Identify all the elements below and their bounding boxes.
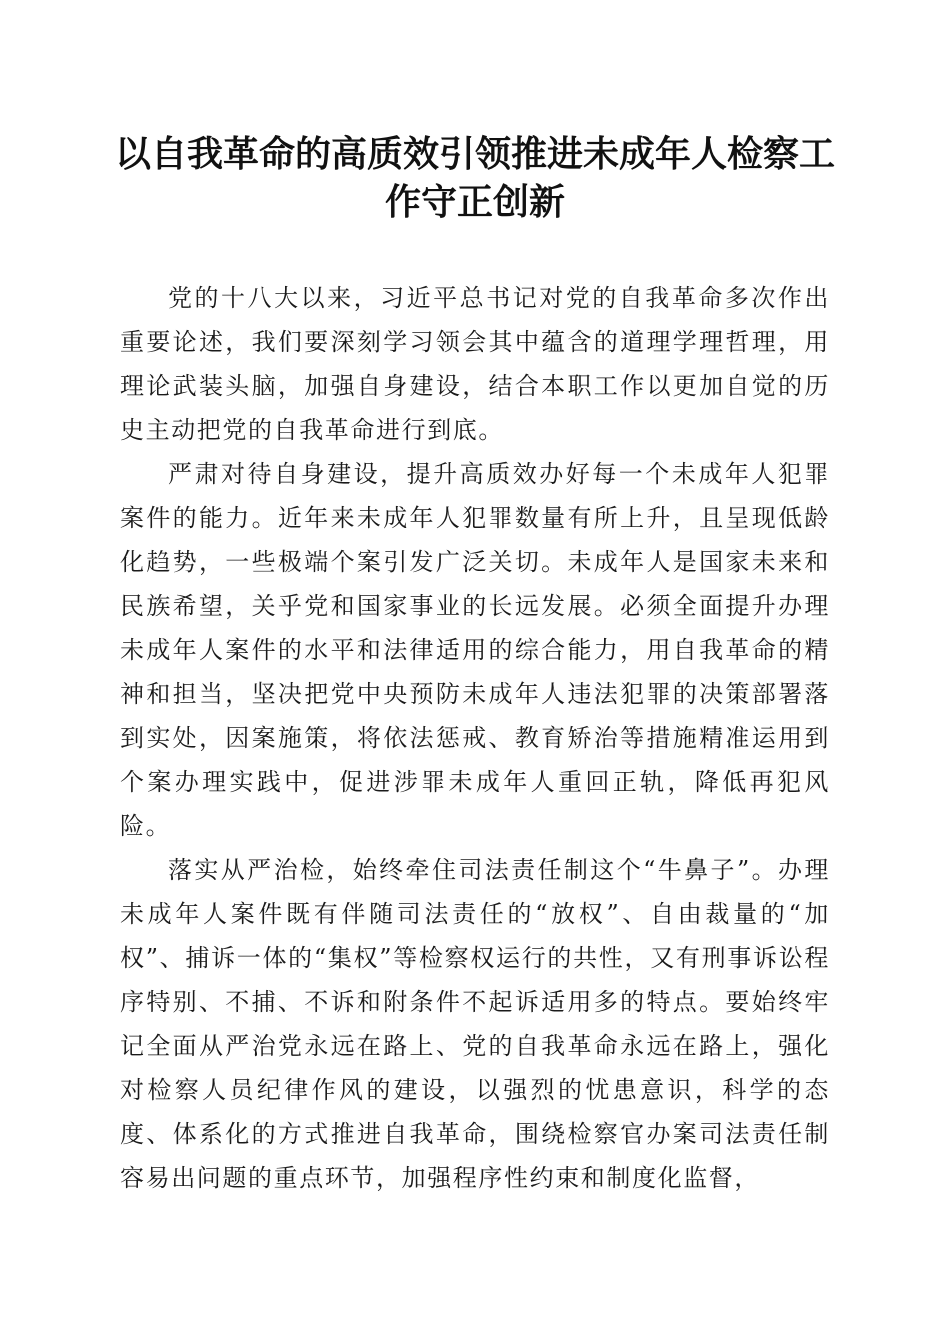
- paragraph-1: 党的十八大以来，习近平总书记对党的自我革命多次作出重要论述，我们要深刻学习领会其中蕴含的道理学理哲理，用理论武装头脑，加强自身建设，结合本职工作以更加自觉的历史主动把党的自我革命进行到底。: [120, 284, 830, 444]
- paragraph-2: 严肃对待自身建设，提升高质效办好每一个未成年人犯罪案件的能力。近年来未成年人犯罪数量有所上升，且呈现低龄化趋势，一些极端个案引发广泛关切。未成年人是国家未来和民族希望，关乎党和国家事业的长远发展。必须全面提升办理未成年人案件的水平和法律适用的综合能力，用自我革命的精神和担当，坚决把党中央预防未成年人违法犯罪的决策部署落到实处，因案施策，将依法惩戒、教育矫治等措施精准运用到个案办理实践中，促进涉罪未成年人重回正轨，降低再犯风险。: [120, 460, 830, 840]
- paragraph-3: 落实从严治检，始终牵住司法责任制这个“牛鼻子”。办理未成年人案件既有伴随司法责任的“放权”、自由裁量的“加权”、捕诉一体的“集权”等检察权运行的共性，又有刑事诉讼程序特别、不捕、不诉和附条件不起诉适用多的特点。要始终牢记全面从严治党永远在路上、党的自我革命永远在路上，强化对检察人员纪律作风的建设，以强烈的忧患意识，科学的态度、体系化的方式推进自我革命，围绕检察官办案司法责任制容易出问题的重点环节，加强程序性约束和制度化监督，: [120, 856, 830, 1192]
- document-title: 以自我革命的高质效引领推进未成年人检察工作守正创新: [114, 133, 835, 223]
- document-body: [120, 276, 830, 1200]
